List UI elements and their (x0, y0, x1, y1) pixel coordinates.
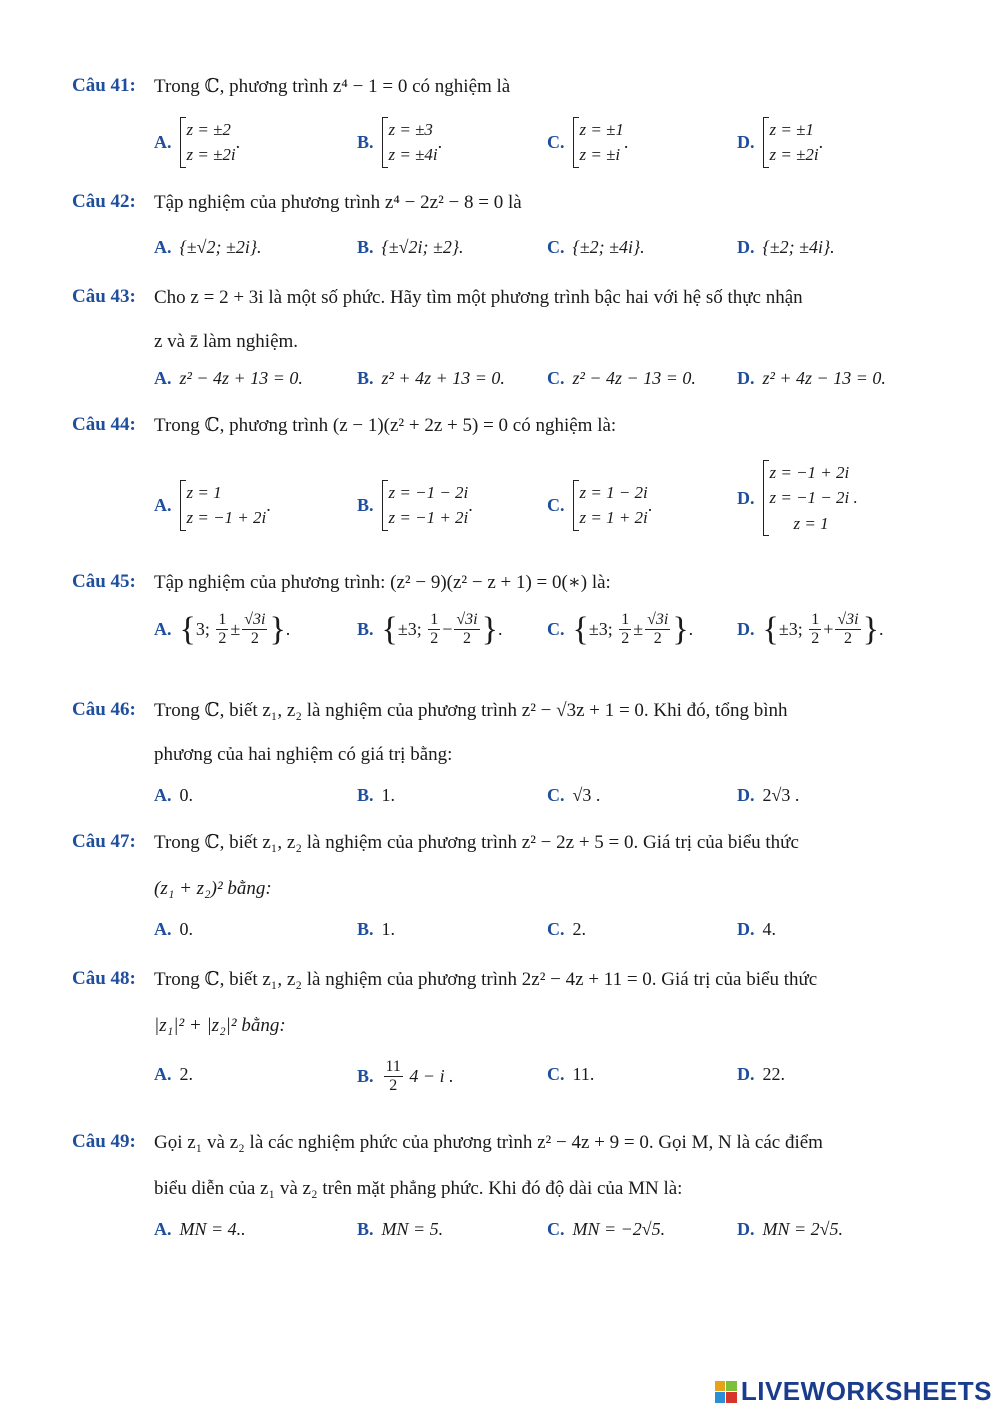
question-43 (72, 286, 932, 408)
option-b[interactable]: B. MN = 5. (357, 1218, 444, 1239)
question-46 (72, 699, 932, 825)
option-b[interactable]: B. {±√2i; ±2}. (357, 236, 464, 257)
question-text: Trong ℂ, biết z₁, z₂ là nghiệm của phương trình z² − √3z + 1 = 0. Khi đó, tổng bình (154, 700, 788, 721)
option-a[interactable]: A. { 3; $\frac{1}{2}$ ± $\frac{√3i}{2}$ } . (154, 610, 291, 648)
liveworksheets-logo[interactable] (715, 1376, 992, 1407)
option-b[interactable]: B. $\frac{11}{2}$ 4 − i . (357, 1057, 454, 1094)
question-42 (72, 191, 932, 277)
option-d[interactable]: D. { ±3; $\frac{1}{2}$ + $\frac{√3i}{2}$ } . (737, 610, 884, 648)
option-d[interactable]: D. {±2; ±4i}. (737, 236, 835, 257)
option-b[interactable]: B. 1. (357, 784, 396, 805)
option-b[interactable]: B. z = −1 − 2i z = −1 + 2i . (357, 480, 473, 531)
question-text: Trong ℂ, biết z₁, z₂ là nghiệm của phương trình z² − 2z + 5 = 0. Giá trị của biểu thức (154, 832, 799, 853)
option-d[interactable]: D. z = ±1 z = ±2i . (737, 117, 823, 168)
options (72, 368, 932, 408)
options (72, 237, 932, 277)
option-a[interactable]: A. 0. (154, 918, 193, 939)
question-45 (72, 571, 932, 671)
question-number: Câu 44: (72, 414, 136, 435)
question-47 (72, 831, 932, 959)
question-number: Câu 43: (72, 286, 136, 307)
question-text: Tập nghiệm của phương trình z⁴ − 2z² − 8 = 0 là (154, 192, 522, 213)
question-text: Trong ℂ, biết z₁, z₂ là nghiệm của phương trình 2z² − 4z + 11 = 0. Giá trị của biểu thức (154, 969, 818, 990)
option-c[interactable]: C. MN = −2√5. (547, 1218, 666, 1239)
question-number: Câu 45: (72, 571, 136, 592)
options (72, 785, 932, 825)
question-text: Cho z = 2 + 3i là một số phức. Hãy tìm một phương trình bậc hai với hệ số thực nhận (154, 287, 803, 308)
question-49 (72, 1131, 932, 1259)
question-44 (72, 414, 932, 550)
option-a[interactable]: A. z = 1 z = −1 + 2i . (154, 480, 271, 531)
question-48 (72, 968, 932, 1108)
option-c[interactable]: C. 2. (547, 918, 586, 939)
option-d[interactable]: D. 2√3 . (737, 784, 800, 805)
option-a[interactable]: A. 2. (154, 1063, 193, 1084)
question-text-continued: z và z̄ làm nghiệm. (154, 330, 299, 352)
option-d[interactable]: D. z = −1 + 2i z = −1 − 2i . z = 1 (737, 460, 858, 537)
option-d[interactable]: D. z² + 4z − 13 = 0. (737, 367, 886, 388)
option-a[interactable]: A. z² − 4z + 13 = 0. (154, 367, 303, 388)
question-text: Gọi z₁ và z₂ là các nghiệm phức của phương trình z² − 4z + 9 = 0. Gọi M, N là các điểm (154, 1132, 823, 1153)
option-c[interactable]: C. z = 1 − 2i z = 1 + 2i . (547, 480, 652, 531)
question-number: Câu 48: (72, 968, 136, 989)
logo-icon (715, 1381, 737, 1403)
option-c[interactable]: C. 11. (547, 1063, 595, 1084)
question-number: Câu 46: (72, 699, 136, 720)
option-a[interactable]: A. z = ±2 z = ±2i . (154, 117, 240, 168)
question-41 (72, 75, 932, 175)
option-b[interactable]: B. z² + 4z + 13 = 0. (357, 367, 505, 388)
question-number: Câu 42: (72, 191, 136, 212)
option-a[interactable]: A. {±√2; ±2i}. (154, 236, 262, 257)
options (72, 460, 932, 550)
options (72, 611, 932, 671)
option-d[interactable]: D. 22. (737, 1063, 785, 1084)
logo-text: LIVEWORKSHEETS (740, 1376, 992, 1406)
option-c[interactable]: C. √3 . (547, 784, 601, 805)
question-number: Câu 41: (72, 75, 136, 96)
question-text-continued: biểu diễn của z₁ và z₂ trên mặt phẳng phức. Khi đó độ dài của MN là: (154, 1177, 683, 1199)
question-text: Trong ℂ, phương trình (z − 1)(z² + 2z + 5) = 0 có nghiệm là: (154, 415, 617, 436)
option-d[interactable]: D. 4. (737, 918, 776, 939)
options (72, 117, 932, 175)
question-text: Trong ℂ, phương trình z⁴ − 1 = 0 có nghiệm là (154, 76, 511, 97)
question-number: Câu 47: (72, 831, 136, 852)
option-c[interactable]: C. { ±3; $\frac{1}{2}$ ± $\frac{√3i}{2}$ } . (547, 610, 694, 648)
options (72, 919, 932, 959)
option-b[interactable]: B. z = ±3 z = ±4i . (357, 117, 442, 168)
options (72, 1058, 932, 1108)
question-text-continued: |z₁|² + |z₂|² bằng: (154, 1014, 286, 1036)
option-d[interactable]: D. MN = 2√5. (737, 1218, 844, 1239)
option-c[interactable]: C. {±2; ±4i}. (547, 236, 645, 257)
option-c[interactable]: C. z² − 4z − 13 = 0. (547, 367, 696, 388)
question-text: Tập nghiệm của phương trình: (z² − 9)(z² − z + 1) = 0(∗) là: (154, 572, 611, 593)
option-b[interactable]: B. { ±3; $\frac{1}{2}$ − $\frac{√3i}{2}$ } . (357, 610, 503, 648)
question-text-continued: phương của hai nghiệm có giá trị bằng: (154, 743, 453, 765)
option-a[interactable]: A. 0. (154, 784, 193, 805)
question-number: Câu 49: (72, 1131, 136, 1152)
options (72, 1219, 932, 1259)
question-text-continued: (z₁ + z₂)² bằng: (154, 877, 272, 899)
option-a[interactable]: A. MN = 4.. (154, 1218, 246, 1239)
option-b[interactable]: B. 1. (357, 918, 396, 939)
option-c[interactable]: C. z = ±1 z = ±i . (547, 117, 628, 168)
